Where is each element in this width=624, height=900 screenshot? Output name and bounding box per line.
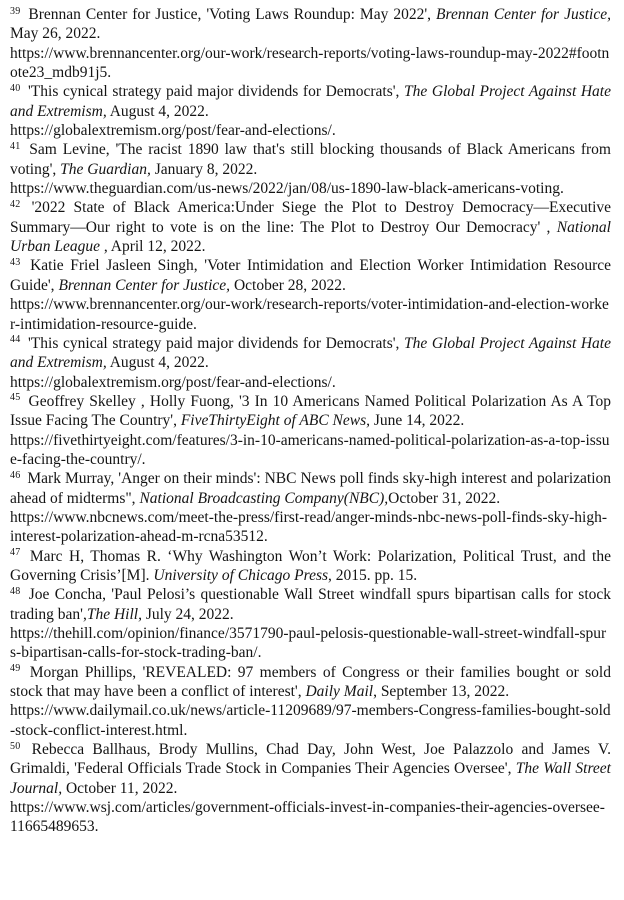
citation-text: May 26, 2022. xyxy=(10,25,101,43)
footnote-url: https://globalextremism.org/post/fear-and-elections/. xyxy=(10,373,336,391)
citation-source-italic: National Urban League xyxy=(10,218,611,256)
footnote-number: 43 xyxy=(10,256,21,268)
citation-source-italic: Brennan Center for Justice, xyxy=(58,276,231,294)
footnote-citation xyxy=(10,741,611,797)
footnote-citation xyxy=(10,664,611,700)
footnote-citation xyxy=(10,83,611,119)
citation-text: 'This cynical strategy paid major dividends for Democrats', xyxy=(28,83,405,101)
citation-text: , April 12, 2022. xyxy=(99,238,206,256)
citation-text: Sam Levine, 'The racist 1890 law that's still blocking thousands of Black Americans from voting', xyxy=(10,141,611,178)
citation-text: Katie Friel Jasleen Singh, 'Voter Intimidation and Election Worker Intimidation Resource Guide', xyxy=(10,257,612,294)
footnote-item xyxy=(10,469,611,546)
citation-text: Joe Concha, 'Paul Pelosi’s questionable Wall Street windfall spurs bipartisan calls for stock trading ban', xyxy=(10,586,612,623)
footnote-item xyxy=(10,256,611,333)
footnotes-list xyxy=(10,5,611,837)
citation-text: October 28, 2022. xyxy=(230,276,346,294)
citation-text: January 8, 2022. xyxy=(150,160,258,178)
citation-source-italic: The Guardian, xyxy=(60,160,151,178)
footnote-citation xyxy=(10,6,611,42)
footnote-number: 41 xyxy=(10,140,21,152)
footnote-citation xyxy=(10,548,611,584)
footnote-url: https://fivethirtyeight.com/features/3-in-10-americans-named-political-polarization-as-a-top-issue-facing-the-country/. xyxy=(10,431,610,468)
footnote-url: https://www.wsj.com/articles/government-officials-invest-in-companies-their-agencies-oversee-11665489653. xyxy=(10,799,605,836)
citation-text: June 14, 2022. xyxy=(370,412,465,430)
footnote-item xyxy=(10,140,611,198)
citation-text: October 11, 2022. xyxy=(62,779,178,797)
footnote-number: 39 xyxy=(10,5,21,17)
citation-text: , 2015. pp. 15. xyxy=(328,566,418,584)
citation-source-italic: The Hill, xyxy=(86,605,142,623)
citation-text: August 4, 2022. xyxy=(106,354,209,372)
footnote-number: 44 xyxy=(10,334,21,346)
footnote-citation xyxy=(10,199,611,255)
footnote-item xyxy=(10,334,611,392)
footnote-number: 40 xyxy=(10,82,21,94)
footnote-url: https://www.nbcnews.com/meet-the-press/first-read/anger-minds-nbc-news-poll-finds-sky-high-interest-polarization-ahead-m-rcna53512. xyxy=(10,508,607,546)
footnote-number: 50 xyxy=(10,740,21,752)
footnote-citation xyxy=(10,586,611,622)
citation-source-italic: Daily Mail xyxy=(305,683,374,701)
footnote-item xyxy=(10,82,611,140)
footnote-item xyxy=(10,585,611,662)
citation-source-italic: FiveThirtyEight of ABC News, xyxy=(180,412,370,430)
footnote-item xyxy=(10,740,611,837)
footnote-number: 45 xyxy=(10,392,21,404)
footnote-item xyxy=(10,392,611,469)
citation-source-italic: The Global Project Against Hate and Extremism, xyxy=(10,83,611,120)
citation-text: 'This cynical strategy paid major dividends for Democrats', xyxy=(28,334,405,352)
citation-text: '2022 State of Black America:Under Siege the Plot to Destroy Democracy—Executive Summary—Our right to vote is on the line: The Plot to Destroy Our Democracy' , xyxy=(10,199,612,236)
footnote-number: 48 xyxy=(10,585,21,597)
footnote-citation xyxy=(10,470,611,506)
citation-text: Rebecca Ballhaus, Brody Mullins, Chad Day, John West, Joe Palazzolo and James V. Grimaldi, 'Federal Officials Trade Stock in Companies Their Agencies Oversee', xyxy=(10,741,612,778)
citation-text: Marc H, Thomas R. ‘Why Washington Won’t Work: Polarization, Political Trust, and the Governing Crisis’[M]. xyxy=(10,547,611,584)
footnote-number: 47 xyxy=(10,547,21,559)
footnote-url: https://thehill.com/opinion/finance/3571790-paul-pelosis-questionable-wall-street-windfall-spurs-bipartisan-calls-for-stock-trading-ban/. xyxy=(10,625,607,662)
citation-source-italic: Brennan Center for Justice, xyxy=(436,6,611,23)
footnote-item xyxy=(10,5,611,82)
citation-source-italic: National Broadcasting Company(NBC), xyxy=(139,489,389,507)
citation-text: July 24, 2022. xyxy=(141,605,234,623)
footnote-url: https://www.dailymail.co.uk/news/article-11209689/97-members-Congress-families-bought-sold-stock-conflict-interest.html. xyxy=(10,702,611,739)
footnote-citation xyxy=(10,393,611,429)
citation-source-italic: The Global Project Against Hate and Extremism, xyxy=(10,334,611,372)
citation-source-italic: University of Chicago Press xyxy=(153,566,329,584)
citation-text: , September 13, 2022. xyxy=(373,683,510,701)
footnote-url: https://www.theguardian.com/us-news/2022/jan/08/us-1890-law-black-americans-voting. xyxy=(10,180,564,198)
footnote-item xyxy=(10,198,611,256)
citation-text: Mark Murray, 'Anger on their minds': NBC News poll finds sky-high interest and polarization ahead of midterms", xyxy=(10,470,611,507)
footnote-item xyxy=(10,547,611,586)
footnote-citation xyxy=(10,257,611,293)
citation-text: October 31, 2022. xyxy=(388,489,501,507)
footnote-citation xyxy=(10,335,611,371)
footnote-number: 46 xyxy=(10,469,21,481)
footnote-url: https://globalextremism.org/post/fear-and-elections/. xyxy=(10,122,336,140)
footnote-citation xyxy=(10,141,611,177)
citation-text: Morgan Phillips, 'REVEALED: 97 members of Congress or their families bought or sold stock that may have been a conflict of interest', xyxy=(10,663,611,701)
footnote-item xyxy=(10,663,611,740)
footnote-number: 49 xyxy=(10,663,21,675)
citation-source-italic: The Wall Street Journal, xyxy=(10,760,611,797)
citation-text: August 4, 2022. xyxy=(106,102,209,120)
footnote-url: https://www.brennancenter.org/our-work/research-reports/voter-intimidation-and-election-worker-intimidation-resource-guide. xyxy=(10,296,609,333)
citation-text: Geoffrey Skelley , Holly Fuong, '3 In 10 Americans Named Political Polarization As A Top Issue Facing The Country', xyxy=(10,392,612,430)
footnote-url: https://www.brennancenter.org/our-work/research-reports/voting-laws-roundup-may-2022#footnote23_mdb91j5. xyxy=(10,44,610,82)
citation-text: Brennan Center for Justice, 'Voting Laws Roundup: May 2022', xyxy=(28,6,437,23)
footnote-number: 42 xyxy=(10,198,21,210)
